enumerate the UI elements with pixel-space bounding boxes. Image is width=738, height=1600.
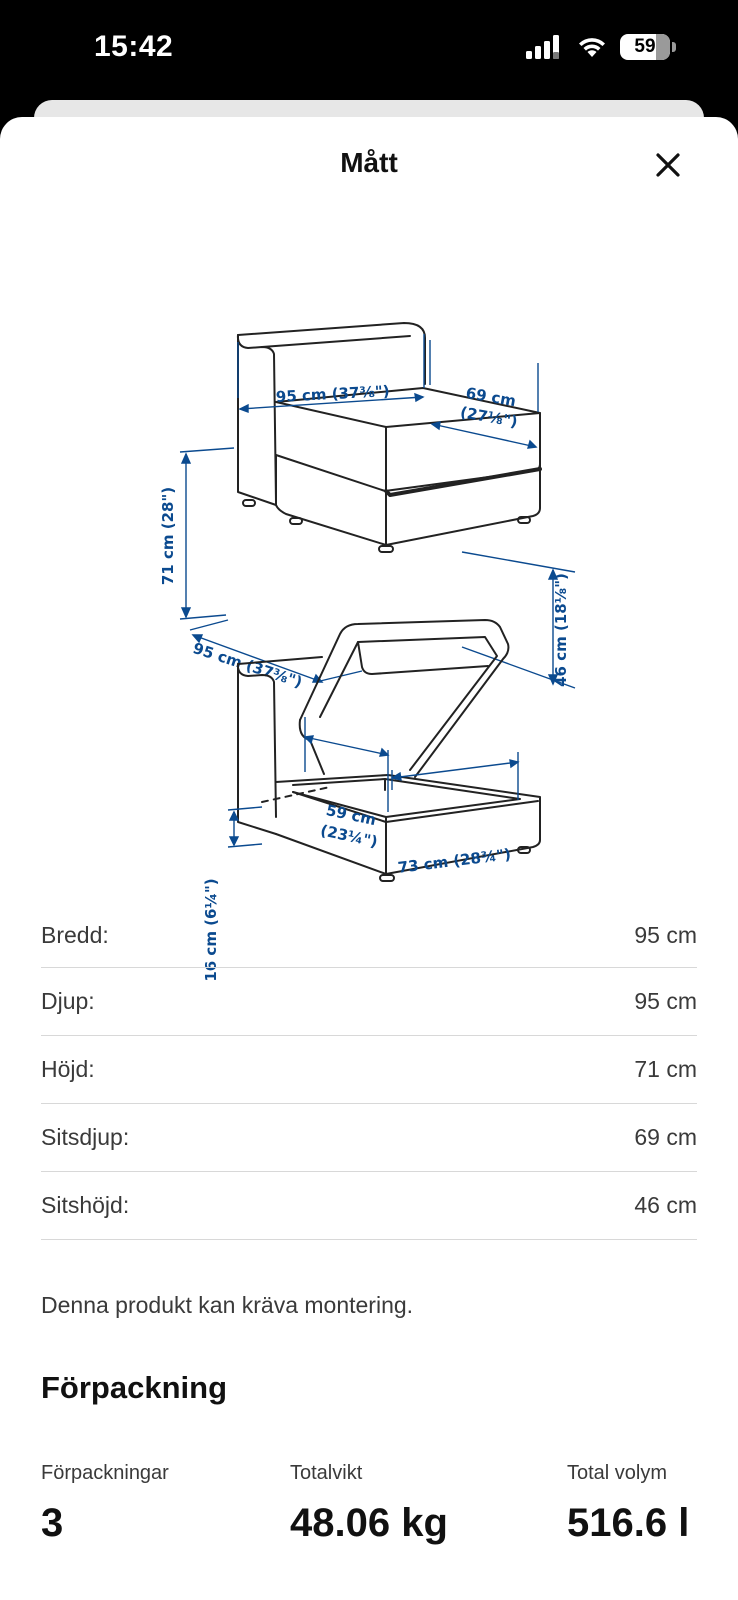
- assembly-note: Denna produkt kan kräva montering.: [41, 1292, 414, 1318]
- dimension-value: 71 cm: [634, 1056, 697, 1082]
- dimensions-sheet: [0, 117, 738, 1600]
- packaging-weight-value: 48.06 kg: [290, 1501, 448, 1545]
- battery-level: 59: [634, 36, 656, 57]
- packaging-weight-label: Totalvikt: [290, 1462, 363, 1484]
- seat-height-dimension-label: 46 cm (18⅛"): [552, 573, 570, 687]
- dimension-row-seat-depth: [41, 1104, 697, 1172]
- status-time: 15:42: [94, 30, 174, 63]
- sheet-title: Mått: [340, 147, 398, 178]
- wifi-icon: [576, 35, 608, 59]
- status-icons: [526, 34, 676, 60]
- width-dimension-label: 95 cm (37⅜"): [275, 382, 391, 406]
- close-icon: [655, 152, 681, 178]
- dimension-label: Höjd:: [41, 1056, 95, 1082]
- dimension-label: Bredd:: [41, 921, 109, 948]
- depth-dimension-label-line1: 69 cm: [464, 383, 518, 411]
- height-dimension-label: 71 cm (28"): [159, 486, 177, 586]
- storage-module-drawing: [238, 620, 540, 881]
- packaging-volume-label: Total volym: [567, 1462, 668, 1484]
- dimensions-table: [41, 903, 697, 1240]
- opening-depth-label-line2: (23¼"): [318, 821, 380, 851]
- status-bar: [0, 0, 738, 100]
- packaging-count: [41, 1462, 169, 1546]
- depth-dimension-label-line2: (27⅛"): [458, 403, 519, 431]
- dimension-row-width: [41, 903, 697, 968]
- opening-width-label: 73 cm (28¾"): [396, 845, 512, 877]
- opening-depth-label-line1: 59 cm: [324, 801, 378, 830]
- dimension-value: 69 cm: [634, 1124, 697, 1150]
- close-button[interactable]: [650, 147, 686, 183]
- length-dimension-label: 95 cm (37⅜"): [190, 639, 305, 692]
- battery-nub: [672, 42, 676, 52]
- dimension-value: 95 cm: [634, 921, 697, 948]
- packaging-volume: [567, 1462, 689, 1546]
- dimension-value: 95 cm: [634, 988, 697, 1014]
- packaging-heading: Förpackning: [41, 1370, 228, 1405]
- packaging-count-value: 3: [41, 1501, 64, 1545]
- dimension-label: Sitshöjd:: [41, 1192, 130, 1218]
- dimension-value: 46 cm: [634, 1192, 697, 1218]
- storage-height-label: 16 cm (6¼"): [202, 878, 220, 982]
- dimension-row-depth: [41, 968, 697, 1036]
- cellular-signal-icon: [526, 35, 564, 59]
- packaging-volume-value: 516.6 l: [567, 1501, 690, 1545]
- packaging-weight: [290, 1462, 448, 1546]
- battery-icon: [620, 34, 670, 60]
- dimension-label: Sitsdjup:: [41, 1124, 130, 1150]
- dimension-row-seat-height: [41, 1172, 697, 1240]
- dimension-row-height: [41, 1036, 697, 1104]
- packaging-count-label: Förpackningar: [41, 1462, 169, 1484]
- dimension-label: Djup:: [41, 988, 95, 1014]
